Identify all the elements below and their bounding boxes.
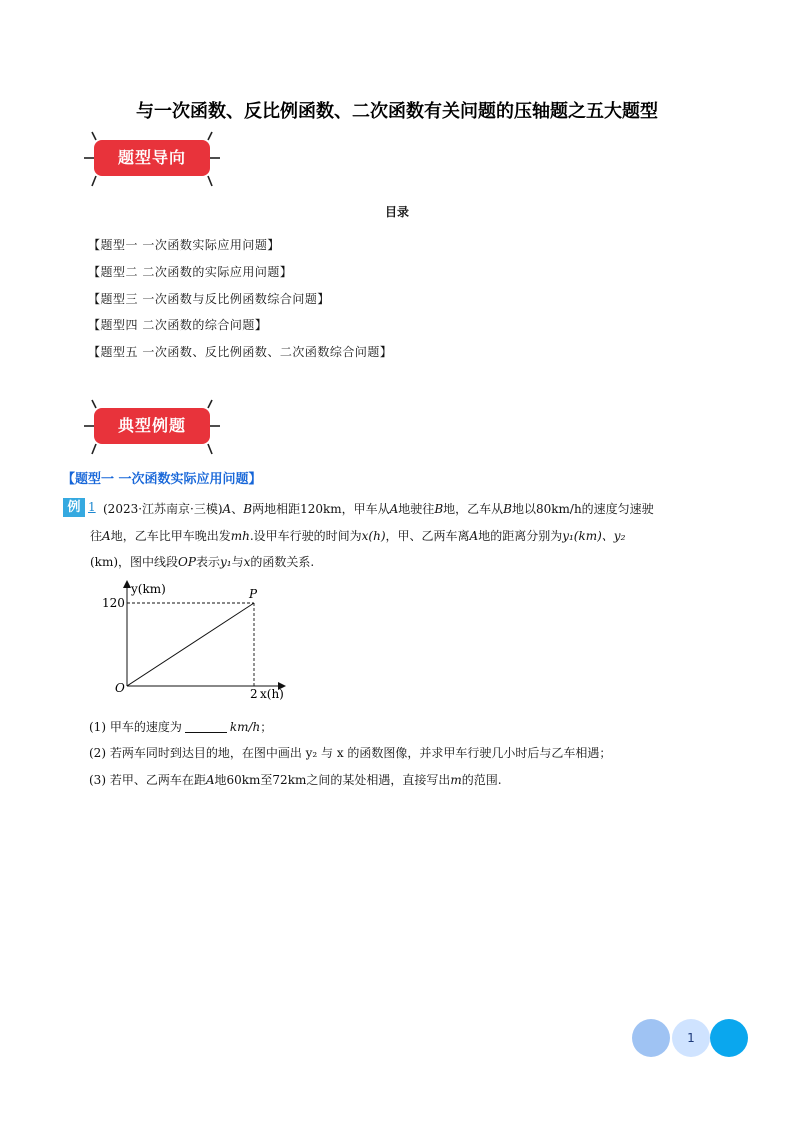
var: A [469,529,479,543]
var: B [243,502,253,516]
page-number: 1 [687,1031,695,1045]
function-graph [100,578,300,708]
text: ； [260,720,273,734]
toc-item-2[interactable]: 【题型二 二次函数的实际应用问题】 [88,265,293,279]
example-line-3 [90,552,750,572]
question-3 [89,771,502,788]
text: ，甲、乙两车离 [385,529,470,543]
banner-label: 典型例题 [94,408,210,444]
toc-item-1[interactable]: 【题型一 一次函数实际应用问题】 [88,238,280,252]
y-tick-label: 120 [102,596,125,610]
text: 地，乙车从 [443,502,504,516]
x-axis-label: x(h) [260,687,284,701]
example-badge: 例 [63,498,85,517]
y-axis-label: y(km) [131,582,166,596]
text: 地以80km/h的速度匀速驶 [511,502,654,516]
text: 、 [231,502,244,516]
text: (3) 若甲、乙两车在距 [89,773,206,787]
answer-blank[interactable] [185,720,227,733]
text: 表示 [195,555,220,569]
var: mh [230,529,250,543]
var: OP [178,555,196,569]
point-p-label: P [249,587,258,601]
example-line-1 [103,499,763,519]
page-indicator [632,1019,750,1059]
var: x(h) [361,529,386,543]
var: A [222,502,232,516]
text: 地驶往 [398,502,435,516]
banner-label: 题型导向 [94,140,210,176]
unit: km/h [229,720,261,734]
text: (1) 甲车的速度为 [89,720,182,734]
document-title: 与一次函数、反比例函数、二次函数有关问题的压轴题之五大题型 [136,101,658,122]
var: m [450,773,462,787]
var: A [205,773,215,787]
text: 两地相距120km，甲车从 [252,502,390,516]
text: 与 [231,555,244,569]
toc-item-5[interactable]: 【题型五 一次函数、反比例函数、二次函数综合问题】 [88,345,393,359]
x-tick-label: 2 [250,687,258,701]
section-banner-guide [82,128,222,190]
text: (km) [90,555,119,569]
text: 的范围. [461,773,502,787]
example-number-link[interactable]: 1 [88,500,96,514]
source: (2023·江苏南京·三模) [103,502,223,516]
page-dot-left [632,1019,670,1057]
section-banner-examples [82,396,222,458]
var: B [434,502,444,516]
text: 地60km至72km之间的某处相遇，直接写出 [214,773,451,787]
segment-op [127,603,254,686]
var: A [389,502,399,516]
var: x [243,555,251,569]
text: ，图中线段 [118,555,179,569]
toc-title: 目录 [384,205,409,219]
question-2: (2) 若两车同时到达目的地，在图中画出 y₂ 与 x 的函数图像，并求甲车行驶几小时后与乙车相遇； [89,746,612,760]
text: .设甲车行驶的时间为 [249,529,362,543]
var: y₁(km)、y₂ [562,529,626,543]
section-heading: 【题型一 一次函数实际应用问题】 [62,472,262,487]
question-1 [89,718,272,735]
text: 地的距离分别为 [478,529,563,543]
var: B [503,502,512,516]
page-dot-right [710,1019,748,1057]
text: 往 [90,529,103,543]
example-line-2 [90,526,750,546]
var: y₁ [219,555,232,569]
text: 的函数关系. [250,555,315,569]
origin-label: O [115,681,125,695]
text: 地，乙车比甲车晚出发 [110,529,231,543]
var: A [102,529,111,543]
toc-item-4[interactable]: 【题型四 二次函数的综合问题】 [88,318,268,332]
toc-item-3[interactable]: 【题型三 一次函数与反比例函数综合问题】 [88,292,330,306]
